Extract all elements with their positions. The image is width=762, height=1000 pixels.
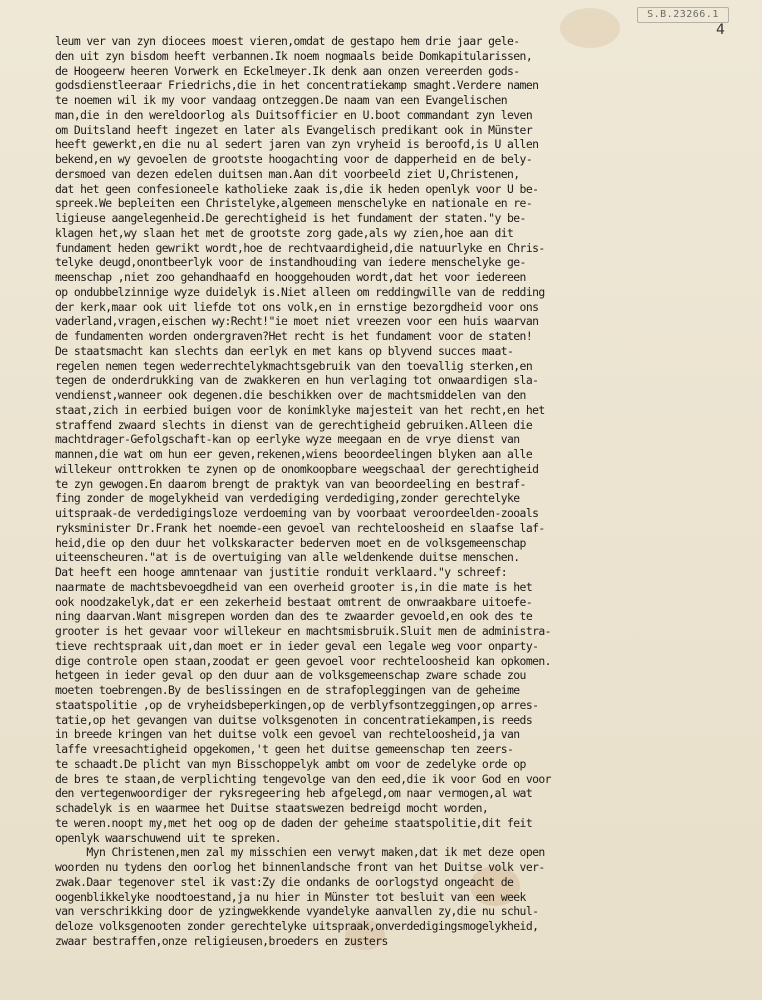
text-line: heeft gewerkt,en die nu al sedert jaren van zyn vryheid is beroofd,is U allen bbox=[55, 137, 539, 152]
page-number: 4 bbox=[716, 22, 725, 38]
text-line: de Hoogeerw heeren Vorwerk en Eckelmeyer.Ik denk aan onzen vereerden gods- bbox=[55, 63, 520, 78]
text-line: fing zonder de mogelykheid van verdediging verdediging,zonder gerechtelyke bbox=[55, 491, 520, 506]
text-line: tegen de onderdrukking van de zwakkeren en hun verlaging tot onwaardigen sla- bbox=[55, 373, 539, 388]
text-line: te noemen wil ik my voor vandaag ontzeggen.De naam van een Evangelischen bbox=[55, 93, 507, 107]
text-line: regelen nemen tegen wederrechtelykmachtsgebruik van den toevallig sterken,en bbox=[55, 358, 533, 373]
text-line: schadelyk is en waarmee het Duitse staatswezen bedreigd mocht worden, bbox=[55, 801, 489, 815]
text-line: in breede kringen van het duitse volk een gevoel van rechteloosheid,ja van bbox=[55, 727, 520, 742]
text-line: hetgeen in ieder geval op den duur aan de volksgemeenschap zware schade zou bbox=[55, 668, 526, 683]
text-line: den uit zyn bisdom heeft verbannen.Ik noem nogmaals beide Domkapitularissen, bbox=[55, 48, 533, 63]
text-line: op ondubbelzinnige wyze duidelyk is.Niet alleen om reddingwille van de redding bbox=[55, 284, 545, 299]
text-line: dat het geen confesioneele katholieke zaak is,die ik heden openlyk voor U be- bbox=[55, 181, 539, 196]
text-line: Myn Christenen,men zal my misschien een verwyt maken,dat ik met deze open bbox=[55, 845, 545, 860]
text-line: uitspraak-de verdedigingsloze verdoeming van by voorbaat veroordeelden-zooals bbox=[55, 506, 539, 520]
text-line: oogenblikkelyke noodtoestand,ja nu hier in Münster tot besluit van een week bbox=[55, 889, 526, 904]
text-line: man,die in den wereldoorlog als Duitsofficier en U.boot commandant zyn leven bbox=[55, 107, 533, 122]
text-line: ryksminister Dr.Frank het noemde-een gevoel van rechteloosheid en slaafse laf- bbox=[55, 520, 545, 535]
text-line: meenschap ,niet zoo gehandhaafd en hooggehouden wordt,dat het voor iedereen bbox=[55, 270, 526, 284]
text-line: De staatsmacht kan slechts dan eerlyk en met kans op blyvend succes maat- bbox=[55, 343, 514, 358]
text-line: willekeur onttrokken te zynen op de onomkoopbare weegschaal der gerechtigheid bbox=[55, 461, 539, 476]
text-line: uiteenscheuren."at is de overtuiging van alle weldenkende duitse menschen. bbox=[55, 550, 520, 565]
text-line: vendienst,wanneer ook degenen.die beschikken over de machtsmiddelen van den bbox=[55, 388, 526, 402]
text-line: tieve rechtspraak uit,dan moet er in ieder geval een legale weg voor onparty- bbox=[55, 638, 539, 653]
text-line: der kerk,maar ook uit liefde tot ons volk,en in ernstige bezorgdheid voor ons bbox=[55, 299, 539, 314]
text-line: te zyn gewogen.En daarom brengt de praktyk van van beoordeeling en bestraf- bbox=[55, 476, 526, 491]
text-line: klagen het,wy slaan het met de grootste zorg gade,als wy zien,hoe aan dit bbox=[55, 225, 514, 240]
text-line: godsdienstleeraar Friedrichs,die in het concentratiekamp smaght.Verdere namen bbox=[55, 78, 539, 93]
text-line: straffend zwaard slechts in dienst van de gerechtigheid gebruiken.Alleen die bbox=[55, 417, 533, 432]
text-line: te weren.noopt my,met het oog op de daden der geheime staatspolitie,dit feit bbox=[55, 815, 533, 830]
text-line: bekend,en wy gevoelen de grootste hoogachting voor de dapperheid en de bely- bbox=[55, 152, 533, 166]
text-line: ligieuse aangelegenheid.De gerechtigheid is het fundament der staten."y be- bbox=[55, 211, 526, 225]
text-line: den vertegenwoordiger der ryksregeering heb afgelegd,om naar vermogen,al wat bbox=[55, 786, 533, 801]
text-line: van verschrikking door de yzingwekkende vyandelyke aanvallen zy,die nu schul- bbox=[55, 904, 539, 919]
text-line: tatie,op het gevangen van duitse volksgenoten in concentratiekampen,is reeds bbox=[55, 712, 533, 727]
text-line: moeten toebrengen.By de beslissingen en de strafopleggingen van de geheime bbox=[55, 683, 520, 697]
archive-stamp: S.B.23266.1 bbox=[637, 7, 729, 23]
text-line: naarmate de machtsbevoegdheid van een overheid grooter is,in die mate is het bbox=[55, 579, 533, 594]
text-line: om Duitsland heeft ingezet en later als Evangelisch predikant ook in Münster bbox=[55, 122, 533, 137]
text-line: de fundamenten worden ondergraven?Het recht is het fundament voor de staten! bbox=[55, 329, 533, 343]
text-line: te schaadt.De plicht van myn Bisschoppelyk ambt om voor de zedelyke orde op bbox=[55, 756, 526, 771]
text-line: mannen,die wat om hun eer geven,rekenen,wiens beoordeelingen blyken aan alle bbox=[55, 447, 533, 461]
text-line: dige controle open staan,zoodat er geen gevoel voor rechteloosheid kan opkomen. bbox=[55, 653, 551, 668]
text-line: vaderland,vragen,eischen wy:Recht!"ie moet niet vreezen voor een huis waarvan bbox=[55, 314, 539, 329]
text-line: de bres te staan,de verplichting tengevolge van den eed,die ik voor God en voor bbox=[55, 771, 551, 786]
text-line: woorden nu tydens den oorlog het binnenlandsche front van het Duitse volk ver- bbox=[55, 860, 545, 874]
text-line: staat,zich in eerbied buigen voor de konimklyke majesteit van het recht,en het bbox=[55, 402, 545, 417]
body-text bbox=[55, 34, 755, 949]
text-line: openlyk waarschuwend uit te spreken. bbox=[55, 830, 281, 845]
text-line: telyke deugd,onontbeerlyk voor de instandhouding van iedere menschelyke ge- bbox=[55, 255, 526, 270]
text-line: fundament heden gewrikt wordt,hoe de rechtvaardigheid,die natuurlyke en Chris- bbox=[55, 240, 545, 255]
text-line: spreek.We bepleiten een Christelyke,algemeen menschelyke en nationale en re- bbox=[55, 196, 533, 211]
text-line: Dat heeft een hooge amntenaar van justitie ronduit verklaard."y schreef: bbox=[55, 565, 507, 579]
text-line: zwak.Daar tegenover stel ik vast:Zy die ondanks de oorlogstyd ongeacht de bbox=[55, 874, 514, 889]
text-line: staatspolitie ,op de vryheidsbeperkingen,op de verblyfsontzeggingen,op arres- bbox=[55, 697, 539, 712]
text-line: ning daarvan.Want misgrepen worden dan des te zwaarder gevoeld,en ook des te bbox=[55, 609, 533, 624]
text-line: heid,die op den duur het volkskaracter bederven moet en de volksgemeenschap bbox=[55, 535, 526, 550]
text-line: grooter is het gevaar voor willekeur en machtsmisbruik.Sluit men de administra- bbox=[55, 624, 551, 638]
text-line: machtdrager-Gefolgschaft-kan op eerlyke wyze meegaan en de vrye dienst van bbox=[55, 432, 520, 447]
text-line: dersmoed van dezen edelen duitsen man.Aan dit voorbeeld ziet U,Christenen, bbox=[55, 166, 520, 181]
text-line: deloze volksgenooten zonder gerechtelyke uitspraak,onverdedigingsmogelykheid, bbox=[55, 919, 539, 933]
text-line: laffe vreesachtigheid opgekomen,'t geen het duitse gemeenschap ten zeers- bbox=[55, 742, 514, 756]
text-line: ook noodzakelyk,dat er een zekerheid bestaat omtrent de onwraakbare uitoefe- bbox=[55, 594, 533, 609]
text-line: zwaar bestraffen,onze religieusen,broeders en zusters bbox=[55, 933, 388, 948]
text-line: leum ver van zyn diocees moest vieren,omdat de gestapo hem drie jaar gele- bbox=[55, 34, 520, 48]
